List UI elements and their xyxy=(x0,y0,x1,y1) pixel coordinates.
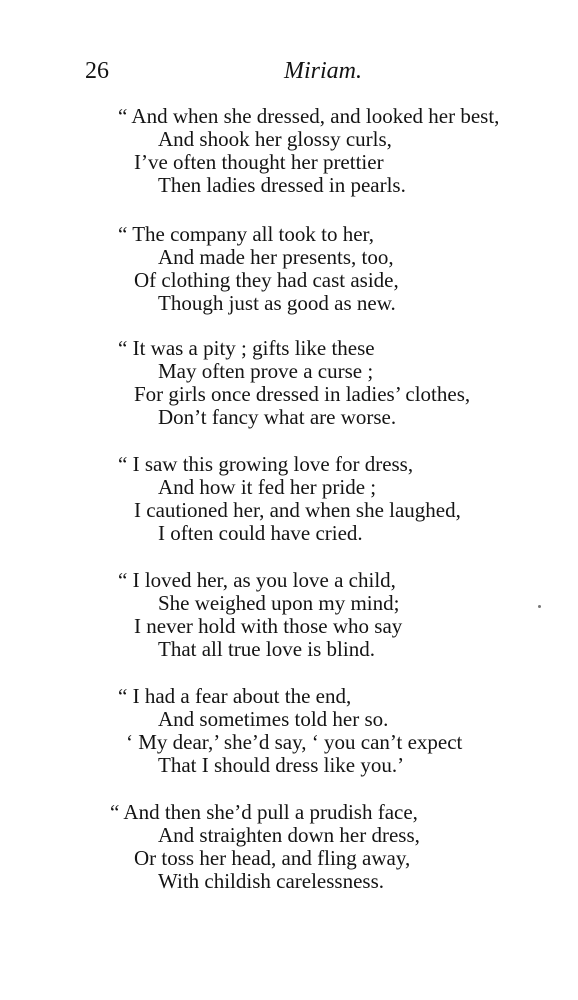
poem-line: I often could have cried. xyxy=(158,521,363,545)
poem-line: Though just as good as new. xyxy=(158,291,396,315)
poem-line: And how it fed her pride ; xyxy=(158,475,377,499)
poem-line: She weighed upon my mind; xyxy=(158,591,400,615)
poem-line: And sometimes told her so. xyxy=(158,707,389,731)
poem-line: And straighten down her dress, xyxy=(158,823,420,847)
poem-line: “ I loved her, as you love a child, xyxy=(118,568,396,592)
poem-line: “ And then she’d pull a prudish face, xyxy=(110,800,418,824)
running-title: Miriam. xyxy=(284,58,362,84)
poem-line: And made her presents, too, xyxy=(158,245,394,269)
poem-line: “ It was a pity ; gifts like these xyxy=(118,336,375,360)
poem-line: For girls once dressed in ladies’ clothes, xyxy=(134,382,471,406)
poem-line: That I should dress like you.’ xyxy=(158,753,405,777)
poem-line: I’ve often thought her prettier xyxy=(134,150,384,174)
poem-line: May often prove a curse ; xyxy=(158,359,374,383)
poem-line: Or toss her head, and fling away, xyxy=(134,846,411,870)
page-number: 26 xyxy=(85,58,109,84)
poem-line: Then ladies dressed in pearls. xyxy=(158,173,406,197)
poem-line: “ The company all took to her, xyxy=(118,222,374,246)
poem-line: Don’t fancy what are worse. xyxy=(158,405,397,429)
poem-line: “ And when she dressed, and looked her best, xyxy=(118,104,500,128)
poem-line: “ I had a fear about the end, xyxy=(118,684,352,708)
poem-line: And shook her glossy curls, xyxy=(158,127,392,151)
poem-line: Of clothing they had cast aside, xyxy=(134,268,399,292)
poem-line: “ I saw this growing love for dress, xyxy=(118,452,414,476)
poem-line: ‘ My dear,’ she’d say, ‘ you can’t expect xyxy=(126,730,463,754)
poem-line: I cautioned her, and when she laughed, xyxy=(134,498,461,522)
print-speck xyxy=(538,605,541,608)
poem-line: With childish carelessness. xyxy=(158,869,385,893)
poem-line: I never hold with those who say xyxy=(134,614,403,638)
poem-line: That all true love is blind. xyxy=(158,637,375,661)
